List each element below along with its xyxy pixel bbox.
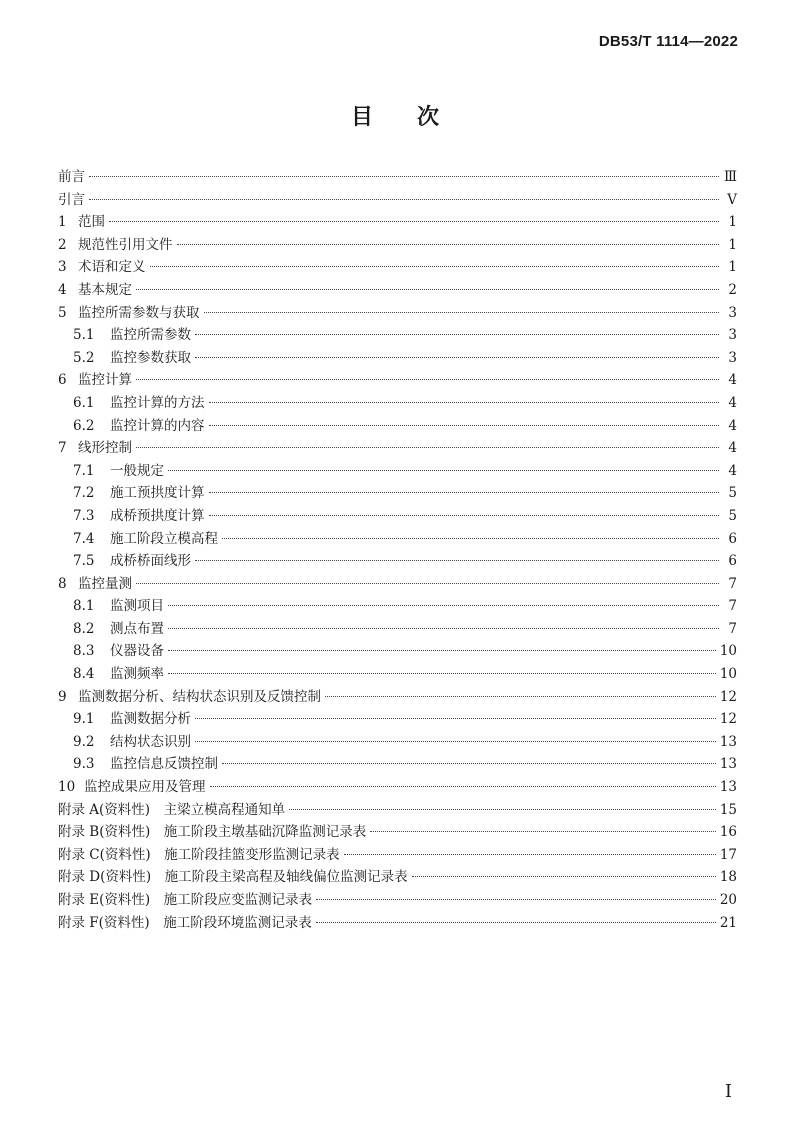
toc-entry-page: 5 (728, 507, 737, 524)
toc-leader-dots (370, 831, 716, 832)
toc-leader-dots (204, 312, 720, 313)
toc-entry-label: 范围 (78, 214, 105, 231)
document-code: DB53/T 1114—2022 (598, 33, 738, 50)
toc-entry-number: 7.5 (73, 553, 95, 570)
toc-leader-dots (316, 922, 716, 923)
toc-entry-number: 9.2 (73, 733, 95, 750)
toc-entry[interactable] (58, 302, 737, 325)
toc-entry-page: 15 (719, 801, 737, 818)
toc-entry-number: 9.1 (73, 711, 95, 728)
page-number: I (724, 1081, 732, 1102)
toc-entry-page: 4 (728, 417, 737, 434)
toc-entry-page: 13 (719, 733, 737, 750)
toc-entry-number: 7.2 (73, 485, 95, 502)
toc-entry-label: 监控量测 (78, 575, 132, 592)
toc-entry-page: 2 (728, 281, 737, 298)
toc-leader-dots (168, 470, 719, 471)
toc-leader-dots (136, 379, 719, 380)
title-part-1: 目 (350, 105, 373, 130)
toc-leader-dots (325, 696, 716, 697)
toc-entry-page: 20 (719, 892, 737, 908)
toc-entry-label: 一般规定 (110, 462, 164, 479)
toc-entry-label: 监控信息反馈控制 (110, 756, 218, 773)
toc-leader-dots (209, 515, 720, 516)
toc-entry-number: 7.1 (73, 462, 95, 479)
toc-entry-page: 3 (728, 327, 737, 344)
toc-entry-label: 监控计算 (78, 372, 132, 389)
toc-entry-label: 附录 C(资料性) 施工阶段挂篮变形监测记录表 (58, 846, 340, 863)
toc-entry-number: 4 (58, 281, 67, 298)
toc-entry-label: 成桥桥面线形 (110, 553, 191, 570)
toc-entry-page: 12 (719, 711, 737, 728)
toc-entry[interactable] (58, 234, 737, 257)
toc-entry-page: 3 (728, 304, 737, 321)
toc-entry[interactable] (58, 189, 737, 212)
toc-entry[interactable] (58, 663, 737, 686)
toc-entry-page: 6 (728, 530, 737, 547)
toc-entry[interactable] (58, 799, 737, 822)
toc-entry-number: 3 (58, 259, 67, 276)
toc-leader-dots (316, 899, 716, 900)
toc-entry-number: 8.4 (73, 666, 95, 683)
toc-leader-dots (195, 357, 719, 358)
toc-leader-dots (195, 718, 716, 719)
toc-entry[interactable] (58, 415, 737, 438)
toc-entry-page: 16 (719, 824, 737, 841)
toc-leader-dots (150, 266, 720, 267)
toc-entry[interactable] (58, 821, 737, 844)
toc-entry-page: Ⅲ (723, 169, 737, 185)
toc-entry-label: 监控所需参数 (110, 327, 191, 344)
toc-leader-dots (168, 628, 719, 629)
toc-entry-label: 线形控制 (78, 440, 132, 457)
toc-leader-dots (195, 741, 716, 742)
toc-leader-dots (89, 176, 719, 177)
toc-leader-dots (209, 492, 720, 493)
toc-leader-dots (168, 650, 716, 651)
toc-entry-page: 4 (728, 462, 737, 479)
toc-entry[interactable] (58, 912, 737, 935)
toc-leader-dots (109, 221, 719, 222)
toc-leader-dots (89, 199, 719, 200)
toc-entry-label: 附录 E(资料性) 施工阶段应变监测记录表 (58, 892, 313, 908)
toc-entry[interactable] (58, 528, 737, 551)
title-part-2: 次 (417, 105, 440, 130)
toc-entry-page: 5 (728, 485, 737, 502)
toc-entry-number: 2 (58, 236, 67, 253)
toc-entry-number: 10 (58, 779, 76, 796)
toc-leader-dots (209, 402, 720, 403)
toc-entry[interactable] (58, 618, 737, 641)
toc-leader-dots (209, 425, 720, 426)
toc-entry-label: 施工阶段立模高程 (110, 530, 218, 547)
toc-entry-label: 监控计算的内容 (110, 417, 205, 434)
toc-entry[interactable] (58, 866, 737, 889)
toc-entry-label: 监控计算的方法 (110, 394, 205, 411)
toc-entry-label: 附录 F(资料性) 施工阶段环境监测记录表 (58, 914, 312, 931)
toc-entry-page: 7 (728, 620, 737, 637)
toc-entry-label: 测点布置 (110, 620, 164, 637)
toc-leader-dots (136, 289, 719, 290)
toc-entry-label: 监控所需参数与获取 (78, 304, 200, 321)
toc-entry-page: 4 (728, 372, 737, 389)
page-title (0, 100, 790, 131)
toc-entry-number: 7.3 (73, 507, 95, 524)
toc-entry-label: 监控成果应用及管理 (84, 779, 206, 796)
toc-entry-number: 9.3 (73, 756, 95, 773)
toc-entry-page: 13 (719, 756, 737, 773)
toc-entry-label: 附录 B(资料性) 施工阶段主墩基础沉降监测记录表 (58, 824, 367, 841)
toc-entry[interactable] (58, 437, 737, 460)
toc-entry-label: 成桥预拱度计算 (110, 507, 205, 524)
toc-entry-label: 前言 (58, 169, 85, 185)
toc-entry-page: 3 (728, 349, 737, 366)
toc-entry[interactable] (58, 776, 737, 799)
toc-entry-number: 8 (58, 575, 67, 592)
toc-entry[interactable] (58, 844, 737, 867)
toc-entry-page: 10 (719, 666, 737, 683)
toc-entry[interactable] (58, 573, 737, 596)
toc-entry[interactable] (58, 753, 737, 776)
toc-entry[interactable] (58, 460, 737, 483)
toc-entry[interactable] (58, 324, 737, 347)
toc-entry-label: 仪器设备 (110, 643, 164, 660)
toc-entry-number: 8.2 (73, 620, 95, 637)
toc-entry[interactable] (58, 166, 737, 189)
toc-entry-page: 21 (719, 914, 737, 931)
toc-entry-page: 7 (728, 598, 737, 615)
toc-entry[interactable] (58, 505, 737, 528)
toc-entry-label: 施工预拱度计算 (110, 485, 205, 502)
toc-entry[interactable] (58, 279, 737, 302)
toc-entry[interactable] (58, 347, 737, 370)
toc-entry-number: 6.1 (73, 394, 95, 411)
toc-entry-label: 基本规定 (78, 281, 132, 298)
toc-entry[interactable] (58, 369, 737, 392)
toc-entry[interactable] (58, 482, 737, 505)
toc-entry-number: 5.1 (73, 327, 95, 344)
toc-leader-dots (195, 560, 719, 561)
toc-leader-dots (177, 244, 720, 245)
toc-entry-label: 附录 D(资料性) 施工阶段主梁高程及轴线偏位监测记录表 (58, 869, 408, 886)
toc-entry-number: 6.2 (73, 417, 95, 434)
toc-leader-dots (136, 583, 719, 584)
toc-leader-dots (344, 854, 716, 855)
toc-entry[interactable] (58, 640, 737, 663)
toc-leader-dots (168, 605, 719, 606)
toc-entry-number: 7 (58, 440, 67, 457)
toc-entry-page: 7 (728, 575, 737, 592)
toc-entry[interactable] (58, 595, 737, 618)
toc-entry[interactable] (58, 686, 737, 709)
toc-entry[interactable] (58, 256, 737, 279)
toc-entry-page: 6 (728, 553, 737, 570)
toc-entry-page: 4 (728, 440, 737, 457)
toc-leader-dots (210, 786, 716, 787)
toc-leader-dots (136, 447, 719, 448)
toc-entry-label: 监测项目 (110, 598, 164, 615)
toc-entry-number: 1 (58, 214, 67, 231)
toc-entry[interactable] (58, 708, 737, 731)
toc-entry-page: 18 (719, 869, 737, 886)
toc-entry[interactable] (58, 731, 737, 754)
toc-entry-number: 9 (58, 688, 67, 705)
toc-entry-label: 规范性引用文件 (78, 236, 173, 253)
toc-entry-page: 1 (728, 214, 737, 231)
toc-entry[interactable] (58, 392, 737, 415)
toc-entry-page: V (727, 191, 737, 208)
toc-entry-number: 8.1 (73, 598, 95, 615)
toc-entry[interactable] (58, 550, 737, 573)
toc-leader-dots (168, 673, 716, 674)
toc-entry-label: 监测频率 (110, 666, 164, 683)
toc-entry-label: 附录 A(资料性) 主梁立模高程通知单 (58, 801, 286, 818)
toc-entry-label: 监测数据分析 (110, 711, 191, 728)
toc-entry-label: 术语和定义 (78, 259, 146, 276)
toc-entry-page: 1 (728, 259, 737, 276)
toc-entry-label: 结构状态识别 (110, 733, 191, 750)
toc-leader-dots (289, 809, 716, 810)
toc-leader-dots (412, 876, 716, 877)
table-of-contents (58, 166, 737, 934)
toc-leader-dots (195, 334, 719, 335)
toc-entry[interactable] (58, 889, 737, 912)
toc-entry-label: 引言 (58, 191, 85, 208)
toc-entry-page: 12 (719, 688, 737, 705)
toc-entry-label: 监控参数获取 (110, 349, 191, 366)
toc-entry-page: 17 (719, 846, 737, 863)
toc-entry-page: 4 (728, 394, 737, 411)
toc-entry-number: 8.3 (73, 643, 95, 660)
toc-leader-dots (222, 538, 719, 539)
toc-entry[interactable] (58, 211, 737, 234)
toc-entry-number: 6 (58, 372, 67, 389)
toc-entry-number: 7.4 (73, 530, 95, 547)
toc-entry-number: 5 (58, 304, 67, 321)
toc-entry-page: 1 (728, 236, 737, 253)
toc-entry-page: 13 (719, 779, 737, 796)
toc-entry-number: 5.2 (73, 349, 95, 366)
toc-entry-page: 10 (719, 643, 737, 660)
toc-leader-dots (222, 763, 716, 764)
toc-entry-label: 监测数据分析、结构状态识别及反馈控制 (78, 688, 321, 705)
